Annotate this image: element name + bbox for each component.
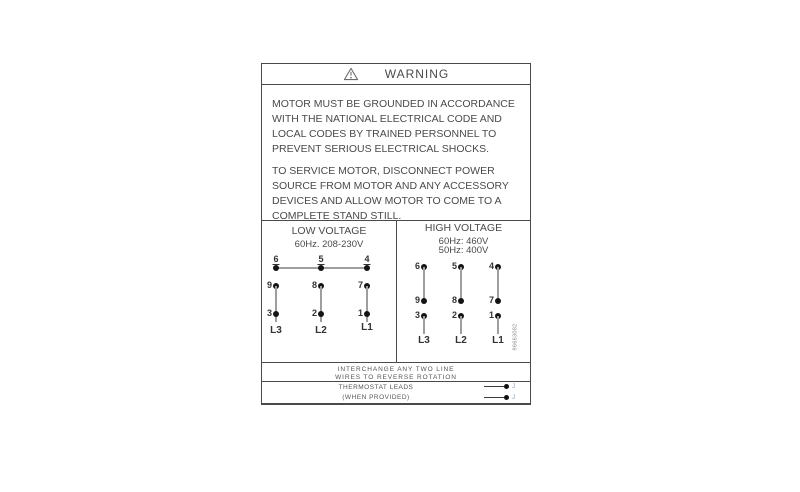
thermostat-lead-symbol bbox=[484, 384, 515, 390]
line-label: L3 bbox=[418, 335, 430, 346]
terminal-number: 6 bbox=[414, 261, 420, 271]
terminal-number: 6 bbox=[273, 254, 279, 264]
wire-vertical bbox=[423, 267, 425, 301]
lead-label: J bbox=[512, 382, 516, 390]
thermostat-note-line: (WHEN PROVIDED) bbox=[342, 394, 410, 401]
lead-dot bbox=[504, 395, 509, 400]
motor-warning-label bbox=[261, 63, 531, 405]
warning-header bbox=[262, 64, 530, 85]
terminal-number: 9 bbox=[414, 295, 420, 305]
lead-dot bbox=[504, 384, 509, 389]
paragraph-line: COMPLETE STAND STILL. bbox=[272, 210, 402, 222]
line-label: L2 bbox=[315, 325, 327, 336]
wire-stub bbox=[497, 316, 499, 334]
thermostat-note-line: THERMOSTAT LEADS bbox=[338, 384, 414, 391]
low-voltage-panel bbox=[262, 221, 397, 362]
rotation-note-line: INTERCHANGE ANY TWO LINE bbox=[337, 365, 455, 373]
high-voltage-subtitle-50hz: 50Hz: 400V bbox=[438, 244, 489, 256]
terminal-dot bbox=[421, 298, 427, 304]
terminal-number: 3 bbox=[414, 310, 420, 320]
terminal-dot bbox=[364, 265, 370, 271]
wire-stub bbox=[460, 316, 462, 334]
terminal-number: 2 bbox=[451, 310, 457, 320]
paragraph-line: SOURCE FROM MOTOR AND ANY ACCESSORY bbox=[272, 180, 509, 192]
rotation-note-row bbox=[262, 363, 530, 382]
high-voltage-title: HIGH VOLTAGE bbox=[424, 222, 503, 234]
thermostat-lead-symbol bbox=[484, 395, 515, 401]
thermostat-leads-row bbox=[262, 382, 530, 403]
paragraph-line: LOCAL CODES BY TRAINED PERSONNEL TO bbox=[272, 128, 497, 140]
terminal-dot bbox=[273, 265, 279, 271]
low-voltage-title: LOW VOLTAGE bbox=[291, 225, 367, 237]
terminal-dot bbox=[318, 311, 324, 317]
terminal-number: 4 bbox=[364, 254, 370, 264]
line-label: L1 bbox=[492, 335, 504, 346]
terminal-number: 2 bbox=[311, 308, 317, 318]
wire-vertical bbox=[460, 267, 462, 301]
terminal-dot bbox=[458, 298, 464, 304]
terminal-number: 4 bbox=[488, 261, 494, 271]
line-label: L1 bbox=[361, 322, 373, 333]
terminal-number: 9 bbox=[266, 280, 272, 290]
terminal-number: 3 bbox=[266, 308, 272, 318]
terminal-number: 8 bbox=[311, 280, 317, 290]
terminal-number: 8 bbox=[451, 295, 457, 305]
paragraph-line: MOTOR MUST BE GROUNDED IN ACCORDANCE bbox=[272, 98, 515, 110]
terminal-dot bbox=[364, 311, 370, 317]
terminal-number: 7 bbox=[488, 295, 494, 305]
terminal-number: 5 bbox=[451, 261, 457, 271]
wiring-diagrams-section bbox=[262, 220, 530, 363]
service-warning-paragraph bbox=[272, 164, 524, 224]
part-number: 96663082 bbox=[512, 323, 519, 351]
terminal-dot bbox=[318, 265, 324, 271]
paragraph-line: PREVENT SERIOUS ELECTRICAL SHOCKS. bbox=[272, 143, 490, 155]
warning-title: WARNING bbox=[384, 67, 450, 81]
lead-label: J bbox=[512, 393, 516, 401]
rotation-note-line: WIRES TO REVERSE ROTATION bbox=[335, 373, 457, 381]
paragraph-line: DEVICES AND ALLOW MOTOR TO COME TO A bbox=[272, 195, 502, 207]
terminal-dot bbox=[273, 311, 279, 317]
high-voltage-panel bbox=[397, 221, 530, 362]
warning-body bbox=[272, 85, 524, 224]
warning-triangle-icon bbox=[343, 67, 359, 81]
terminal-number: 5 bbox=[318, 254, 324, 264]
terminal-number: 7 bbox=[357, 280, 363, 290]
wire-vertical bbox=[497, 267, 499, 301]
high-voltage-subtitle-60hz: 60Hz: 460V bbox=[438, 235, 489, 247]
terminal-number: 1 bbox=[488, 310, 494, 320]
lead-wire bbox=[484, 386, 504, 388]
lead-wire bbox=[484, 397, 504, 399]
grounding-warning-paragraph bbox=[272, 97, 524, 157]
paragraph-line: TO SERVICE MOTOR, DISCONNECT POWER bbox=[272, 165, 495, 177]
line-label: L2 bbox=[455, 335, 467, 346]
wire-stub bbox=[423, 316, 425, 334]
terminal-dot bbox=[495, 298, 501, 304]
low-voltage-subtitle: 60Hz. 208-230V bbox=[294, 239, 364, 250]
line-label: L3 bbox=[270, 325, 282, 336]
terminal-number: 1 bbox=[357, 308, 363, 318]
paragraph-line: WITH THE NATIONAL ELECTRICAL CODE AND bbox=[272, 113, 502, 125]
